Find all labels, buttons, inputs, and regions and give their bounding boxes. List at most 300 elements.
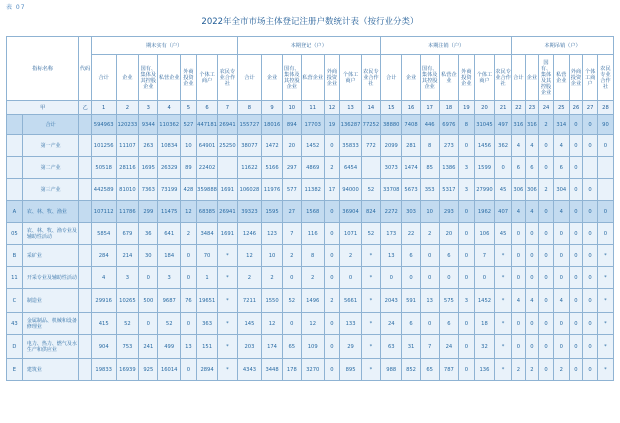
table-cell: 12 xyxy=(237,245,262,267)
table-cell: 0 xyxy=(539,289,554,313)
table-cell: 3484 xyxy=(196,223,217,245)
table-cell: 7 xyxy=(282,223,301,245)
table-cell: 45 xyxy=(495,179,512,201)
table-cell: 4343 xyxy=(237,359,262,381)
row-indicator-name: 建筑业 xyxy=(22,359,79,381)
table-cell: 0 xyxy=(597,135,613,157)
table-cell: 299 xyxy=(139,201,158,223)
table-cell: 415 xyxy=(91,313,116,335)
row-code-letter: A xyxy=(7,201,23,223)
table-cell: 109 xyxy=(301,335,324,359)
row-code-letter: C xyxy=(7,289,23,313)
table-cell: 353 xyxy=(420,179,439,201)
table-cell: 303 xyxy=(402,201,420,223)
table-cell: 594963 xyxy=(91,115,116,135)
row-code-letter xyxy=(7,135,23,157)
table-cell: 0 xyxy=(553,245,569,267)
table-cell: 0 xyxy=(597,201,613,223)
table-row xyxy=(7,267,614,289)
table-cell: 13 xyxy=(181,335,197,359)
table-cell: 30 xyxy=(139,245,158,267)
table-cell: 0 xyxy=(512,335,526,359)
header-sub-4-6: 个体工商户 xyxy=(583,55,598,101)
table-cell: 0 xyxy=(324,223,340,245)
row-code-letter xyxy=(7,179,23,201)
row-code-cell xyxy=(79,313,91,335)
column-number-cell: 乙 xyxy=(79,101,91,115)
row-indicator-name: 制造业 xyxy=(22,289,79,313)
table-cell: * xyxy=(218,335,237,359)
table-cell: 314 xyxy=(553,115,569,135)
table-cell: 0 xyxy=(181,359,197,381)
table-cell: 0 xyxy=(525,245,539,267)
table-cell: 6976 xyxy=(439,115,458,135)
header-sub-3-4: 私营企业 xyxy=(439,55,458,101)
table-cell: 68385 xyxy=(196,201,217,223)
table-cell: 0 xyxy=(324,313,340,335)
table-cell: 4 xyxy=(553,201,569,223)
table-cell: 0 xyxy=(458,201,474,223)
table-cell: 2 xyxy=(539,179,554,201)
table-cell: 0 xyxy=(569,115,583,135)
table-cell: 304 xyxy=(553,179,569,201)
table-cell: * xyxy=(218,359,237,381)
table-cell: 33708 xyxy=(381,179,402,201)
table-cell: 0 xyxy=(458,335,474,359)
table-cell: 52 xyxy=(116,313,139,335)
header-sub-4-3: 国有、集体及其控股企业 xyxy=(539,55,554,101)
table-cell: 0 xyxy=(458,313,474,335)
row-indicator-name: 第三产业 xyxy=(22,179,79,201)
table-cell: 11976 xyxy=(262,179,282,201)
table-cell: 8 xyxy=(301,245,324,267)
row-code-letter: B xyxy=(7,245,23,267)
table-cell: 110362 xyxy=(158,115,181,135)
column-number-cell: 25 xyxy=(553,101,569,115)
header-group-registered: 本期登记（户） xyxy=(237,37,381,55)
table-cell: 136287 xyxy=(340,115,361,135)
table-cell: 0 xyxy=(282,313,301,335)
header-sub-2-2: 企业 xyxy=(262,55,282,101)
table-cell: * xyxy=(361,267,380,289)
column-number-cell: 9 xyxy=(262,101,282,115)
column-number-cell: 21 xyxy=(495,101,512,115)
table-cell: 0 xyxy=(420,313,439,335)
header-group-revoked: 本期吊销（户） xyxy=(512,37,614,55)
column-number-cell: 20 xyxy=(474,101,494,115)
header-sub-3-5: 外商投资企业 xyxy=(458,55,474,101)
table-cell: 94000 xyxy=(340,179,361,201)
row-indicator-name: 农、林、牧、渔专业及辅助性活动 xyxy=(22,223,79,245)
table-cell: 1691 xyxy=(218,179,237,201)
table-cell: 45 xyxy=(495,223,512,245)
column-number-cell: 16 xyxy=(402,101,420,115)
table-cell: 0 xyxy=(553,223,569,245)
row-code-cell xyxy=(79,289,91,313)
table-cell: 1496 xyxy=(301,289,324,313)
table-cell: 0 xyxy=(569,201,583,223)
column-number-cell: 23 xyxy=(525,101,539,115)
header-sub-1-5: 外商投资企业 xyxy=(181,55,197,101)
table-cell: 316 xyxy=(525,115,539,135)
table-cell xyxy=(597,157,613,179)
row-code-cell xyxy=(79,359,91,381)
table-cell: 0 xyxy=(495,157,512,179)
row-code-cell xyxy=(79,135,91,157)
table-cell: 0 xyxy=(458,223,474,245)
table-cell: 824 xyxy=(361,201,380,223)
table-row xyxy=(7,179,614,201)
table-row xyxy=(7,289,614,313)
row-indicator-name: 合计 xyxy=(22,115,79,135)
table-cell: 36 xyxy=(139,223,158,245)
header-sub-1-2: 企业 xyxy=(116,55,139,101)
header-sub-1-1: 合计 xyxy=(91,55,116,101)
row-code-cell xyxy=(79,267,91,289)
column-number-cell: 19 xyxy=(458,101,474,115)
table-row xyxy=(7,313,614,335)
table-cell: 4 xyxy=(525,135,539,157)
table-cell: 988 xyxy=(381,359,402,381)
column-number-cell: 18 xyxy=(439,101,458,115)
table-cell: 106028 xyxy=(237,179,262,201)
table-row xyxy=(7,359,614,381)
header-sub-2-6: 个体工商户 xyxy=(340,55,361,101)
table-cell: 0 xyxy=(539,245,554,267)
header-sub-4-5: 外商投资企业 xyxy=(569,55,583,101)
table-cell: 76 xyxy=(181,289,197,313)
table-cell: 4 xyxy=(553,135,569,157)
table-cell xyxy=(218,157,237,179)
table-cell: 27 xyxy=(282,201,301,223)
table-cell: 10 xyxy=(181,135,197,157)
table-cell: 293 xyxy=(439,201,458,223)
table-cell: * xyxy=(495,335,512,359)
table-cell: 772 xyxy=(361,135,380,157)
table-cell: 1472 xyxy=(262,135,282,157)
table-cell: 0 xyxy=(569,135,583,157)
table-cell: 0 xyxy=(324,335,340,359)
table-cell: 8 xyxy=(458,115,474,135)
table-cell: 20 xyxy=(439,223,458,245)
table-cell: 50518 xyxy=(91,157,116,179)
table-row xyxy=(7,157,614,179)
table-cell: 241 xyxy=(139,335,158,359)
table-cell xyxy=(361,157,380,179)
table-cell: 2894 xyxy=(196,359,217,381)
table-cell: 1246 xyxy=(237,223,262,245)
table-cell: 73199 xyxy=(158,179,181,201)
row-code-cell xyxy=(79,335,91,359)
table-cell: 19833 xyxy=(91,359,116,381)
table-cell: 527 xyxy=(181,115,197,135)
header-sub-1-6: 个体工商户 xyxy=(196,55,217,101)
table-cell: 1962 xyxy=(474,201,494,223)
table-cell: * xyxy=(361,335,380,359)
table-cell: 1695 xyxy=(139,157,158,179)
table-cell: 428 xyxy=(181,179,197,201)
table-cell: 263 xyxy=(139,135,158,157)
table-cell: 31045 xyxy=(474,115,494,135)
table-cell: 0 xyxy=(597,223,613,245)
table-cell: 1474 xyxy=(402,157,420,179)
table-cell: 787 xyxy=(439,359,458,381)
header-sub-4-4: 私营企业 xyxy=(553,55,569,101)
page-title: 2022年全市市场主体登记注册户数统计表（按行业分类） xyxy=(201,17,419,27)
table-cell: 0 xyxy=(539,359,554,381)
table-cell: 24 xyxy=(439,335,458,359)
table-cell: 0 xyxy=(553,267,569,289)
table-cell: 16939 xyxy=(116,359,139,381)
table-cell: 0 xyxy=(458,359,474,381)
table-cell: 5166 xyxy=(262,157,282,179)
table-cell: 0 xyxy=(324,135,340,157)
table-cell: 1071 xyxy=(340,223,361,245)
column-number-cell: 7 xyxy=(218,101,237,115)
table-cell: 123 xyxy=(262,223,282,245)
header-sub-4-7: 农民专业合作社 xyxy=(597,55,613,101)
table-cell: * xyxy=(597,313,613,335)
table-cell: 29916 xyxy=(91,289,116,313)
statistics-table-container xyxy=(6,36,614,416)
header-sub-2-4: 私营企业 xyxy=(301,55,324,101)
table-cell: 0 xyxy=(569,359,583,381)
table-cell: 0 xyxy=(525,313,539,335)
table-cell: 363 xyxy=(196,313,217,335)
table-cell: 4 xyxy=(512,289,526,313)
table-cell: 6 xyxy=(525,157,539,179)
row-code-letter: 43 xyxy=(7,313,23,335)
table-cell: 0 xyxy=(583,201,598,223)
table-cell: 4 xyxy=(525,201,539,223)
table-cell: 32 xyxy=(474,335,494,359)
table-cell: 0 xyxy=(539,157,554,179)
column-number-cell: 26 xyxy=(569,101,583,115)
table-cell: 0 xyxy=(381,267,402,289)
table-cell: 894 xyxy=(282,115,301,135)
column-number-cell: 27 xyxy=(583,101,598,115)
table-cell: 0 xyxy=(139,267,158,289)
table-cell: 500 xyxy=(139,289,158,313)
table-cell: 52 xyxy=(282,289,301,313)
table-cell: 0 xyxy=(539,313,554,335)
table-cell: 38077 xyxy=(237,135,262,157)
table-cell: 1595 xyxy=(262,201,282,223)
table-cell: 18016 xyxy=(262,115,282,135)
table-cell: 4 xyxy=(525,289,539,313)
statistics-table xyxy=(6,36,614,381)
table-cell: 0 xyxy=(181,245,197,267)
table-cell: 0 xyxy=(569,313,583,335)
row-code-cell xyxy=(79,115,91,135)
table-cell xyxy=(583,157,598,179)
table-cell: * xyxy=(218,267,237,289)
table-cell: * xyxy=(495,359,512,381)
column-number-cell: 3 xyxy=(139,101,158,115)
table-cell: 133 xyxy=(340,313,361,335)
table-cell: 0 xyxy=(553,313,569,335)
table-cell: 7363 xyxy=(139,179,158,201)
header-group-existing: 期末实有（户） xyxy=(91,37,237,55)
table-cell: 2043 xyxy=(381,289,402,313)
corner-label: 表 07 xyxy=(6,4,26,11)
table-cell: 0 xyxy=(474,267,494,289)
table-cell: 3 xyxy=(458,289,474,313)
table-cell: 52 xyxy=(361,223,380,245)
table-cell: 19651 xyxy=(196,289,217,313)
table-row xyxy=(7,201,614,223)
table-cell: * xyxy=(495,267,512,289)
row-indicator-name: 第二产业 xyxy=(22,157,79,179)
table-cell: 0 xyxy=(583,335,598,359)
table-cell: 29 xyxy=(340,335,361,359)
table-cell: 0 xyxy=(583,267,598,289)
table-cell: 5673 xyxy=(402,179,420,201)
table-cell: 11786 xyxy=(116,201,139,223)
table-cell: 12 xyxy=(181,201,197,223)
header-sub-2-3: 国有、集体及其控股企业 xyxy=(282,55,301,101)
table-cell: 38880 xyxy=(381,115,402,135)
table-cell: 0 xyxy=(282,267,301,289)
table-cell: 0 xyxy=(583,245,598,267)
table-cell: 1 xyxy=(196,267,217,289)
table-cell: 184 xyxy=(158,245,181,267)
table-cell: 0 xyxy=(181,267,197,289)
table-cell: * xyxy=(218,313,237,335)
table-cell: 6454 xyxy=(340,157,361,179)
table-cell: 36904 xyxy=(340,201,361,223)
table-cell: 77252 xyxy=(361,115,380,135)
table-cell: 0 xyxy=(525,267,539,289)
table-cell: 6 xyxy=(402,245,420,267)
table-row xyxy=(7,223,614,245)
table-cell: 39323 xyxy=(237,201,262,223)
header-sub-3-6: 个体工商户 xyxy=(474,55,494,101)
table-cell: 0 xyxy=(569,179,583,201)
header-sub-2-5: 外商投资企业 xyxy=(324,55,340,101)
table-cell: 64901 xyxy=(196,135,217,157)
table-cell: 4 xyxy=(512,135,526,157)
table-cell: 0 xyxy=(439,267,458,289)
table-cell: 116 xyxy=(301,223,324,245)
table-cell: 2 xyxy=(324,289,340,313)
table-cell: 120233 xyxy=(116,115,139,135)
table-cell: * xyxy=(218,289,237,313)
table-cell: 10 xyxy=(420,201,439,223)
table-cell: 306 xyxy=(512,179,526,201)
row-indicator-name: 电力、热力、燃气及水生产和供应业 xyxy=(22,335,79,359)
table-cell: 2 xyxy=(340,245,361,267)
table-cell: 52 xyxy=(361,179,380,201)
table-cell: 0 xyxy=(139,313,158,335)
table-cell: 11382 xyxy=(301,179,324,201)
row-code-letter: 05 xyxy=(7,223,23,245)
table-cell: * xyxy=(495,313,512,335)
table-cell: 7408 xyxy=(402,115,420,135)
row-code-cell xyxy=(79,179,91,201)
table-cell: 13 xyxy=(381,245,402,267)
header-sub-1-4: 私营企业 xyxy=(158,55,181,101)
table-cell: 3 xyxy=(158,267,181,289)
column-number-cell: 24 xyxy=(539,101,554,115)
table-cell: 65 xyxy=(282,335,301,359)
table-cell: * xyxy=(361,289,380,313)
column-number-cell: 甲 xyxy=(7,101,79,115)
table-cell: * xyxy=(361,359,380,381)
table-cell: 0 xyxy=(420,267,439,289)
table-cell: 0 xyxy=(324,359,340,381)
table-cell: 2272 xyxy=(381,201,402,223)
table-cell: 10265 xyxy=(116,289,139,313)
table-cell: 3270 xyxy=(301,359,324,381)
table-cell: 0 xyxy=(569,245,583,267)
table-body xyxy=(7,115,614,381)
table-cell: 0 xyxy=(324,245,340,267)
table-cell: 9344 xyxy=(139,115,158,135)
table-cell: 26941 xyxy=(218,115,237,135)
table-cell: 26329 xyxy=(158,157,181,179)
table-cell: 3448 xyxy=(262,359,282,381)
column-number-cell: 22 xyxy=(512,101,526,115)
table-cell: 1599 xyxy=(474,157,494,179)
column-number-cell: 2 xyxy=(116,101,139,115)
row-code-cell xyxy=(79,201,91,223)
header-sub-4-1: 合计 xyxy=(512,55,526,101)
table-cell: 447181 xyxy=(196,115,217,135)
table-row xyxy=(7,245,614,267)
table-cell: 28116 xyxy=(116,157,139,179)
table-cell: 11475 xyxy=(158,201,181,223)
table-cell: 52 xyxy=(158,313,181,335)
table-cell: 145 xyxy=(237,313,262,335)
table-cell: 6 xyxy=(553,157,569,179)
table-cell: 20 xyxy=(282,135,301,157)
table-cell: 641 xyxy=(158,223,181,245)
table-cell: 591 xyxy=(402,289,420,313)
table-cell: 5854 xyxy=(91,223,116,245)
table-cell: 0 xyxy=(553,335,569,359)
header-sub-2-1: 合计 xyxy=(237,55,262,101)
column-number-cell: 8 xyxy=(237,101,262,115)
table-cell: 136 xyxy=(474,359,494,381)
table-cell: 22402 xyxy=(196,157,217,179)
column-number-cell: 11 xyxy=(301,101,324,115)
table-cell: 4 xyxy=(553,289,569,313)
column-number-cell: 1 xyxy=(91,101,116,115)
table-cell: 0 xyxy=(458,245,474,267)
table-cell: 284 xyxy=(91,245,116,267)
table-cell: 2 xyxy=(282,245,301,267)
table-cell: 0 xyxy=(583,313,598,335)
table-cell: 3 xyxy=(116,267,139,289)
table-cell: 2099 xyxy=(381,135,402,157)
table-cell: 19 xyxy=(324,115,340,135)
table-cell: 4 xyxy=(91,267,116,289)
table-cell: 0 xyxy=(539,267,554,289)
table-cell: 13 xyxy=(420,289,439,313)
table-cell: 0 xyxy=(583,135,598,157)
table-cell: 679 xyxy=(116,223,139,245)
table-header xyxy=(7,37,614,115)
table-cell: 0 xyxy=(324,267,340,289)
table-cell: 852 xyxy=(402,359,420,381)
table-cell: 5317 xyxy=(439,179,458,201)
table-cell: 12 xyxy=(262,313,282,335)
table-cell: 362 xyxy=(495,135,512,157)
table-cell: 18 xyxy=(474,313,494,335)
table-cell: 306 xyxy=(525,179,539,201)
table-cell: 155727 xyxy=(237,115,262,135)
